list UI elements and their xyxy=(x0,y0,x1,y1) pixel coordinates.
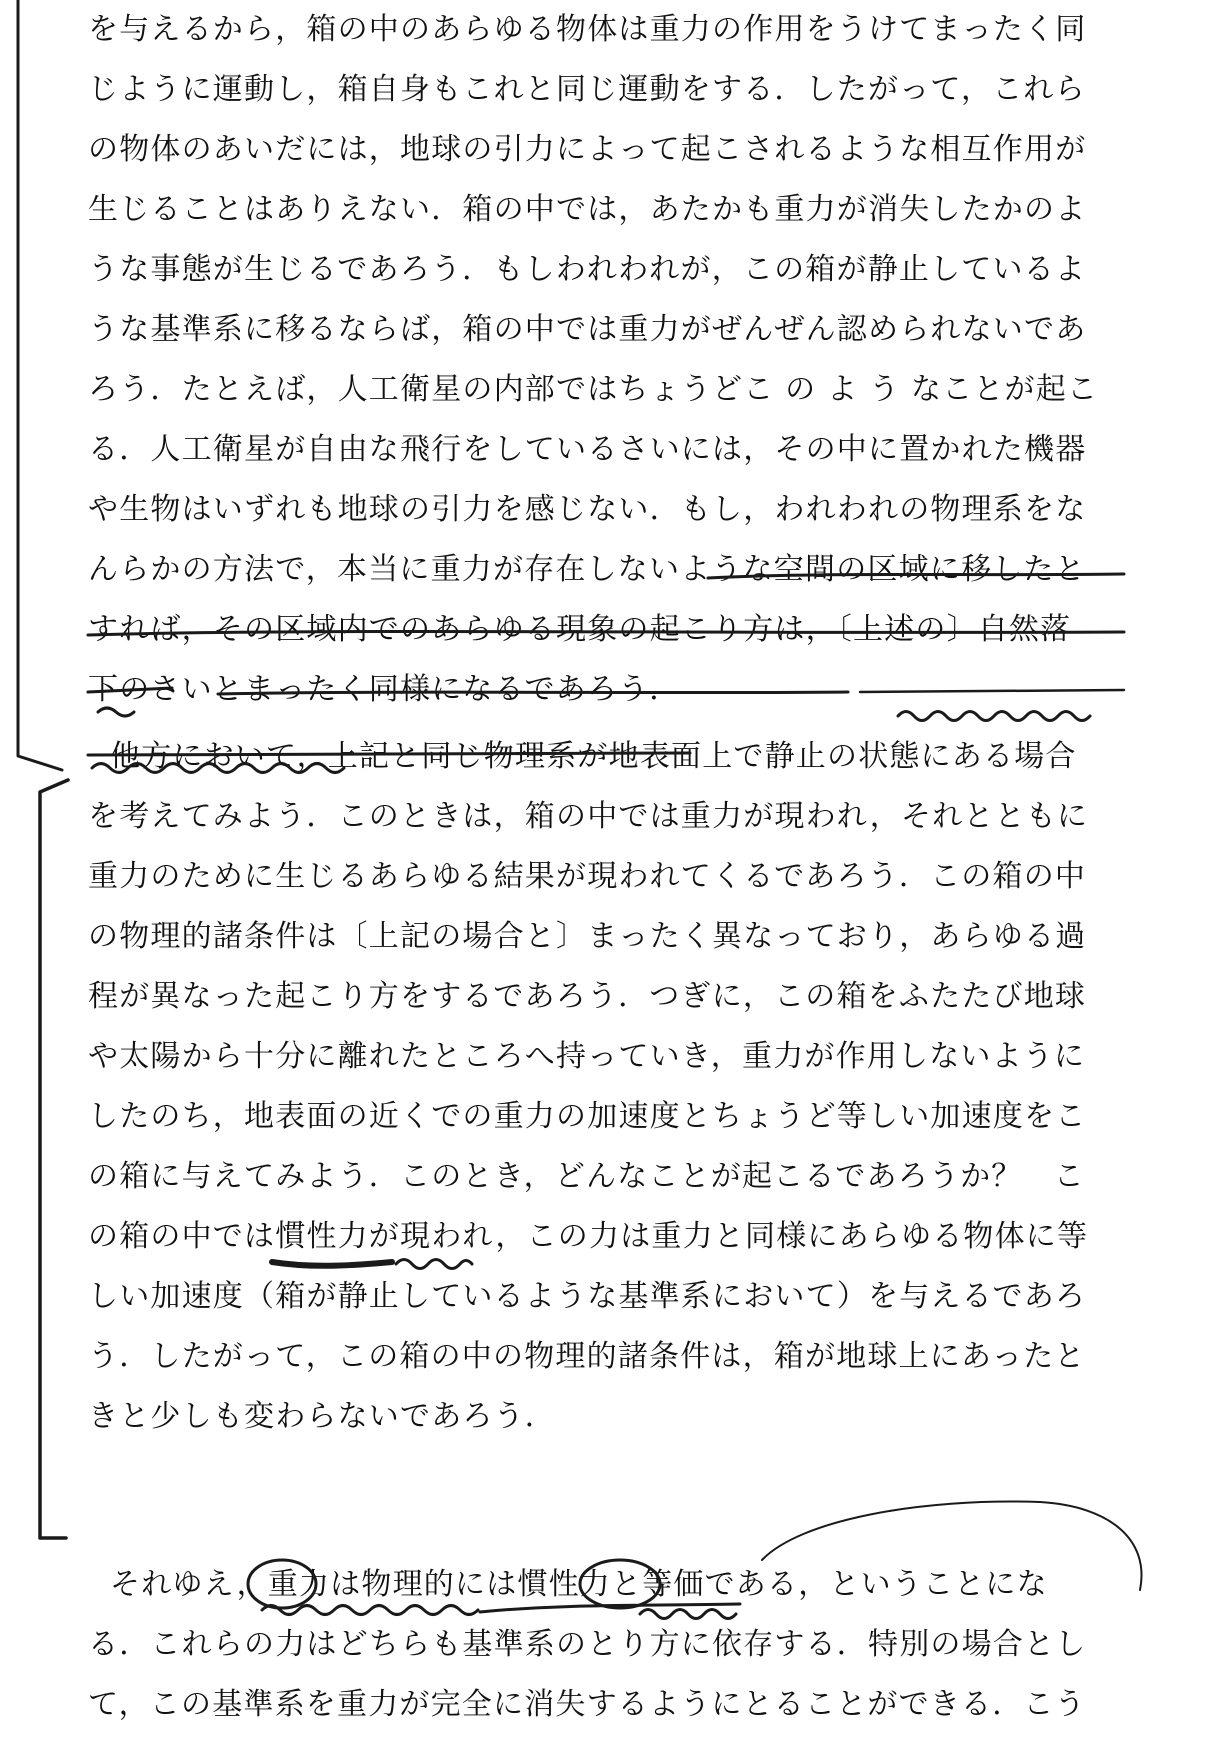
text-line: うな事態が生じるであろう．もしわれわれが，この箱が静止しているよ xyxy=(88,252,1087,287)
text-line: 重力のために生じるあらゆる結果が現われてくるであろう．この箱の中 xyxy=(88,859,1087,894)
margin-bracket xyxy=(40,780,68,1538)
text-line: や生物はいずれも地球の引力を感じない．もし，われわれの物理系をな xyxy=(88,492,1087,527)
text-line: きと少しも変わらないであろう． xyxy=(88,1399,556,1434)
text-line: 他方において，上記と同じ物理系が地表面上で静止の状態にある場合 xyxy=(110,739,1077,774)
text-line: うな基準系に移るならば，箱の中では重力がぜんぜん認められないであ xyxy=(88,312,1087,347)
text-line: 生じることはありえない．箱の中では，あたかも重力が消失したかのよ xyxy=(88,192,1087,227)
text-line: う．したがって，この箱の中の物理的諸条件は，箱が地球上にあったと xyxy=(88,1339,1086,1374)
text-line: ろう．たとえば，人工衛星の内部ではちょうどこ の よ う なことが起こ xyxy=(88,372,1099,407)
text-line: それゆえ，重力は物理的には慣性力と等価である，ということにな xyxy=(110,1567,1048,1602)
text-line: すれば，その区域内でのあらゆる現象の起こり方は，〔上述の〕自然落 xyxy=(88,612,1072,647)
text-line: したのち，地表面の近くでの重力の加速度とちょうど等しい加速度をこ xyxy=(88,1099,1087,1134)
text-line: の箱の中では慣性力が現われ，この力は重力と同様にあらゆる物体に等 xyxy=(88,1219,1089,1254)
text-line: の物体のあいだには，地球の引力によって起こされるような相互作用が xyxy=(88,132,1087,167)
text-line: る．これらの力はどちらも基準系のとり方に依存する．特別の場合とし xyxy=(88,1627,1087,1662)
text-line: んらかの方法で，本当に重力が存在しないような空間の区域に移したと xyxy=(88,552,1086,587)
text-line: て，この基準系を重力が完全に消失するようにとることができる．こう xyxy=(88,1687,1086,1722)
margin-line xyxy=(18,0,62,770)
text-line: の物理的諸条件は〔上記の場合と〕まったく異なっており，あらゆる過 xyxy=(88,919,1087,954)
text-line: や太陽から十分に離れたところへ持っていき，重力が作用しないように xyxy=(88,1039,1086,1074)
text-line: しい加速度（箱が静止しているような基準系において）を与えるであろ xyxy=(88,1279,1087,1314)
text-line: を与えるから，箱の中のあらゆる物体は重力の作用をうけてまったく同 xyxy=(88,12,1087,47)
text-line: を考えてみよう．このときは，箱の中では重力が現われ，それとともに xyxy=(88,799,1089,834)
text-line: じように運動し，箱自身もこれと同じ運動をする．したがって，これら xyxy=(88,72,1086,107)
text-line: 程が異なった起こり方をするであろう．つぎに，この箱をふたたび地球 xyxy=(88,979,1087,1014)
text-line: る．人工衛星が自由な飛行をしているさいには，その中に置かれた機器 xyxy=(88,432,1087,467)
text-line: 下のさいとまったく同様になるであろう． xyxy=(88,672,681,707)
text-line: の箱に与えてみよう．このとき，どんなことが起こるであろうか？ こ xyxy=(88,1159,1085,1194)
